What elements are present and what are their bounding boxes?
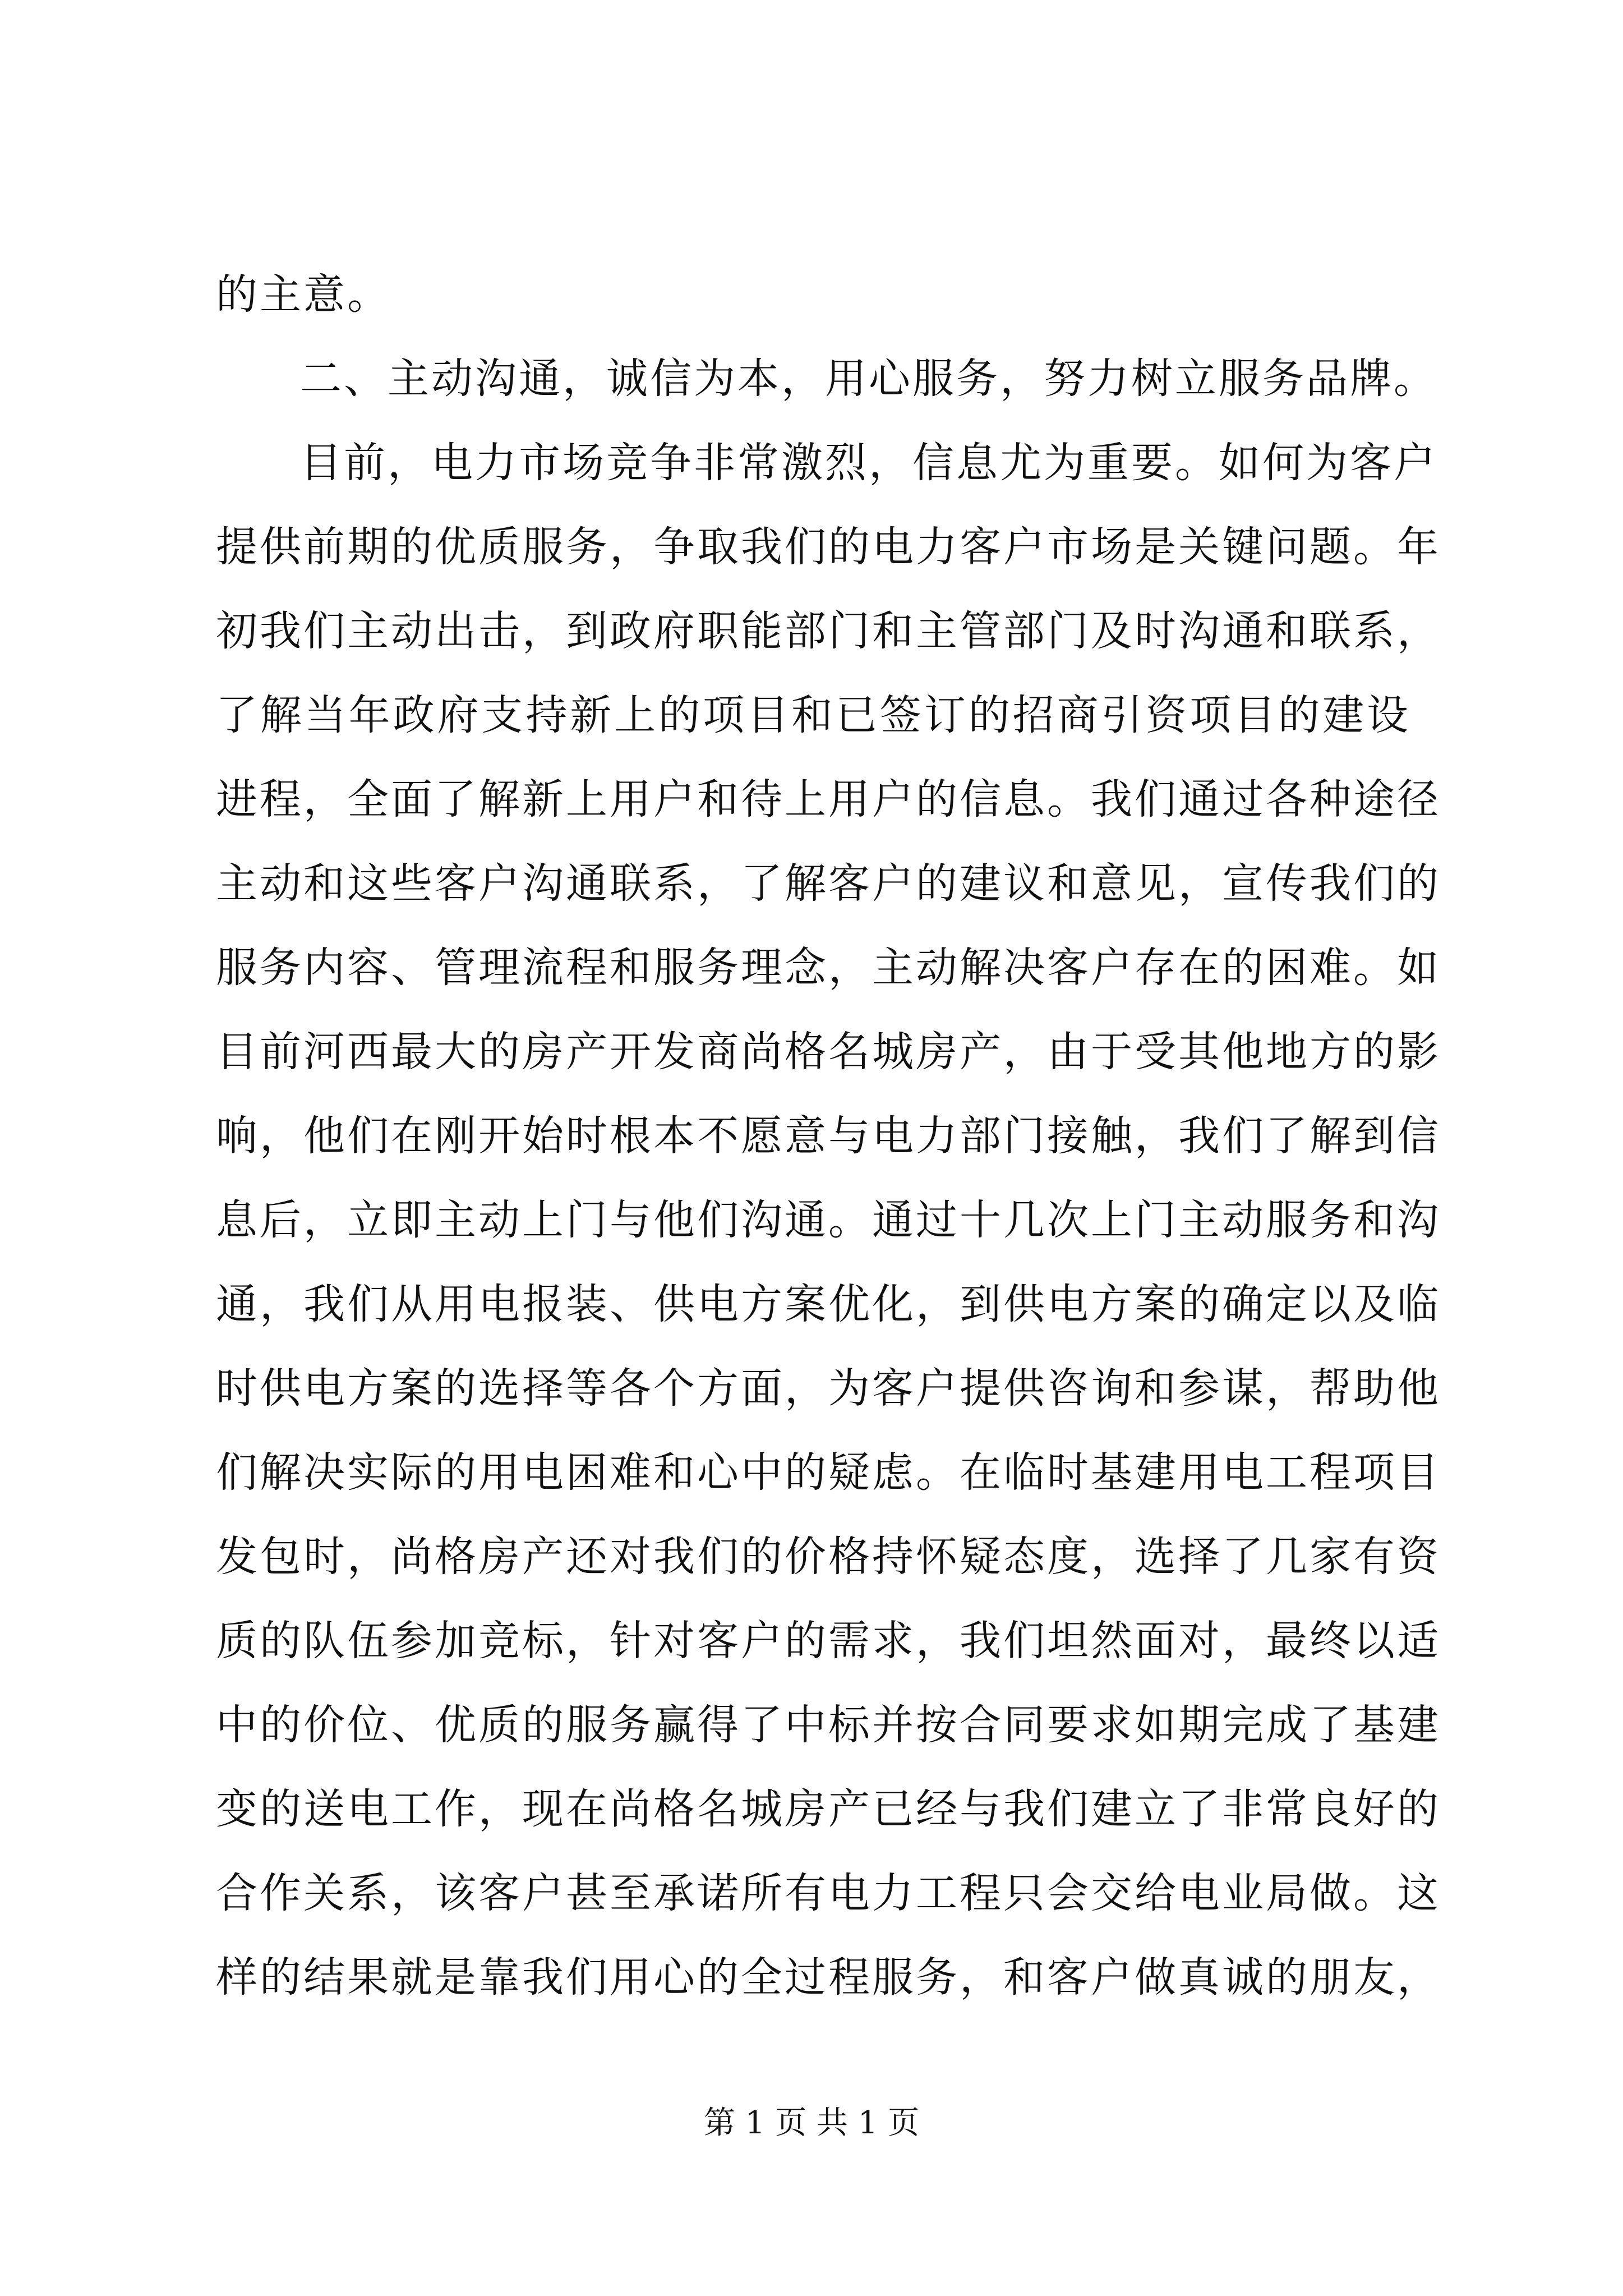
text-line-8: 主动和这些客户沟通联系，了解客户的建议和意见，宣传我们的 [216,859,1441,908]
text-line-9: 服务内容、管理流程和服务理念，主动解决客户存在的困难。如 [216,944,1441,992]
text-line-4: 提供前期的优质服务，争取我们的电力客户市场是关键问题。年 [216,523,1441,571]
text-line-3: 目前，电力市场竞争非常激烈，信息尤为重要。如何为客户 [300,439,1437,487]
text-line-10: 目前河西最大的房产开发商尚格名城房产，由于受其他地方的影 [216,1028,1441,1076]
text-line-16: 发包时，尚格房产还对我们的价格持怀疑态度，选择了几家有资 [216,1533,1441,1581]
text-line-18: 中的价位、优质的服务赢得了中标并按合同要求如期完成了基建 [216,1701,1441,1749]
text-line-7: 进程，全面了解新上用户和待上用户的信息。我们通过各种途径 [216,775,1441,823]
text-line-20: 合作关系，该客户甚至承诺所有电力工程只会交给电业局做。这 [216,1869,1441,1917]
text-line-15: 们解决实际的用电困难和心中的疑虑。在临时基建用电工程项目 [216,1448,1441,1497]
text-line-5: 初我们主动出击，到政府职能部门和主管部门及时沟通和联系， [216,607,1441,655]
text-line-12: 息后，立即主动上门与他们沟通。通过十几次上门主动服务和沟 [216,1196,1441,1244]
section-heading: 二、主动沟通，诚信为本，用心服务，努力树立服务品牌。 [300,355,1437,403]
text-line-21: 样的结果就是靠我们用心的全过程服务，和客户做真诚的朋友， [216,1953,1441,2001]
text-line-19: 变的送电工作，现在尚格名城房产已经与我们建立了非常良好的 [216,1785,1441,1833]
text-line-11: 响，他们在刚开始时根本不愿意与电力部门接触，我们了解到信 [216,1112,1441,1160]
text-line-17: 质的队伍参加竞标，针对客户的需求，我们坦然面对，最终以适 [216,1617,1441,1665]
text-line-6: 了解当年政府支持新上的项目和已签订的招商引资项目的建设 [216,691,1410,739]
text-line-13: 通，我们从用电报装、供电方案优化，到供电方案的确定以及临 [216,1280,1441,1328]
text-line-1: 的主意。 [216,270,391,319]
page-number-footer: 第 1 页 共 1 页 [703,2105,920,2141]
text-line-14: 时供电方案的选择等各个方面，为客户提供咨询和参谋，帮助他 [216,1364,1441,1412]
